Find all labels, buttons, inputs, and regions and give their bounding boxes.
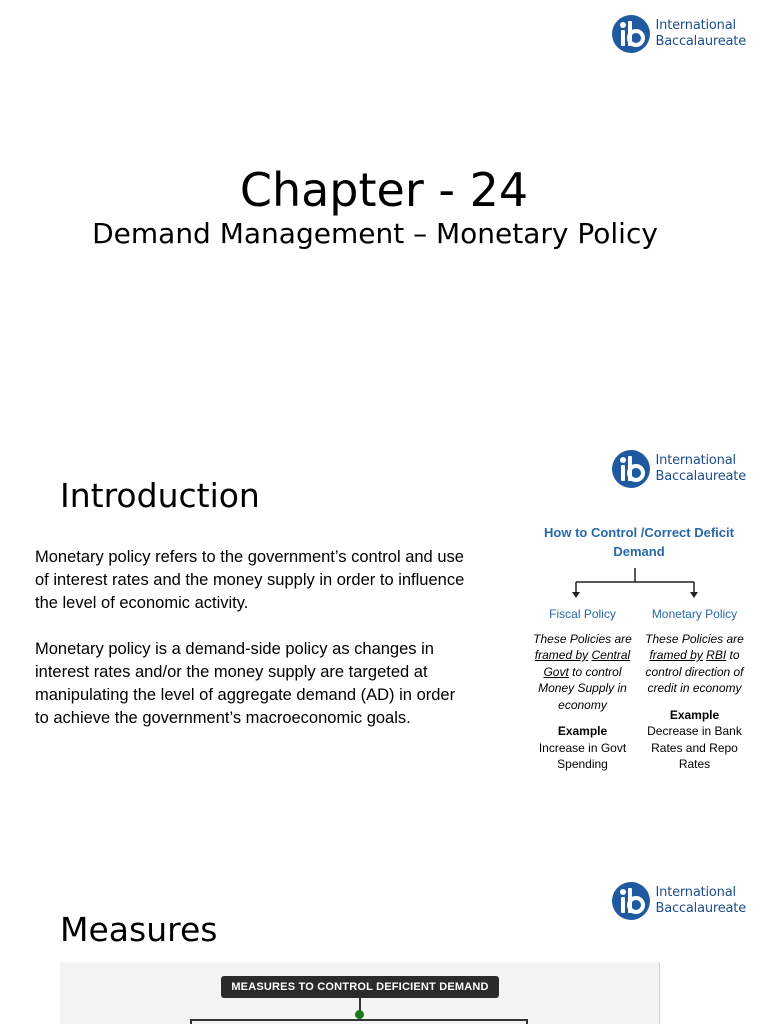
ib-wordmark-line2: Baccalaureate — [655, 901, 746, 916]
fiscal-policy-description: These Policies are framed by Central Govt to control Money Supply in economy — [533, 631, 632, 712]
slide-introduction — [0, 432, 768, 842]
ib-wordmark — [656, 885, 746, 917]
intro-body — [35, 546, 465, 753]
diagram-connector — [530, 564, 748, 604]
monetary-example-text: Decrease in Bank Rates and Repo Rates — [647, 724, 742, 771]
ib-logo-icon — [611, 881, 651, 921]
measures-branch-right — [526, 1019, 528, 1024]
slide-title — [0, 0, 768, 420]
measures-branch-left — [190, 1019, 192, 1024]
ib-logo — [611, 881, 746, 921]
ib-wordmark — [656, 453, 746, 485]
fiscal-policy-heading: Fiscal Policy — [549, 607, 616, 621]
chapter-title: Chapter - 24 — [239, 163, 529, 217]
measures-node-dot — [355, 1010, 364, 1019]
monetary-policy-description: These Policies are framed by RBI to control direction of credit in economy — [645, 631, 744, 695]
ib-logo-icon — [611, 449, 651, 489]
intro-paragraph: Monetary policy refers to the government’s control and use of interest rates and the money supply in order to influence the level of economic activity. — [35, 548, 465, 612]
ib-wordmark-line1: International — [655, 18, 736, 33]
ib-logo — [611, 449, 746, 489]
slide-heading: Introduction — [60, 476, 260, 515]
intro-paragraph: Monetary policy is a demand-side policy as changes in interest rates and/or the money supply are targeted at manipulating the level of aggregate demand (AD) in order to achieve the government’s macroeconomic goals. — [35, 640, 456, 727]
policy-diagram — [530, 520, 748, 820]
ib-logo — [611, 14, 746, 54]
ib-wordmark-line1: International — [655, 453, 736, 468]
monetary-policy-column — [642, 606, 747, 773]
fiscal-example-label: Example — [557, 724, 608, 738]
ib-logo-icon — [611, 14, 651, 54]
fiscal-policy-column — [530, 606, 635, 773]
diagram-title: How to Control /Correct Deficit Demand — [544, 525, 734, 559]
slide-measures — [0, 862, 768, 1024]
monetary-example-label: Example — [669, 707, 720, 722]
fiscal-example-text: Increase in Govt Spending — [538, 740, 627, 771]
slide-heading: Measures — [60, 910, 218, 949]
ib-wordmark-line2: Baccalaureate — [655, 34, 746, 49]
measures-chart-label: MEASURES TO CONTROL DEFICIENT DEMAND — [221, 976, 499, 998]
chapter-subtitle: Demand Management – Monetary Policy — [92, 217, 658, 250]
monetary-policy-heading: Monetary Policy — [651, 607, 738, 621]
ib-wordmark-line1: International — [655, 885, 736, 900]
measures-branch-line — [190, 1019, 528, 1021]
ib-wordmark — [656, 18, 746, 50]
ib-wordmark-line2: Baccalaureate — [655, 469, 746, 484]
measures-divider — [659, 962, 660, 1024]
